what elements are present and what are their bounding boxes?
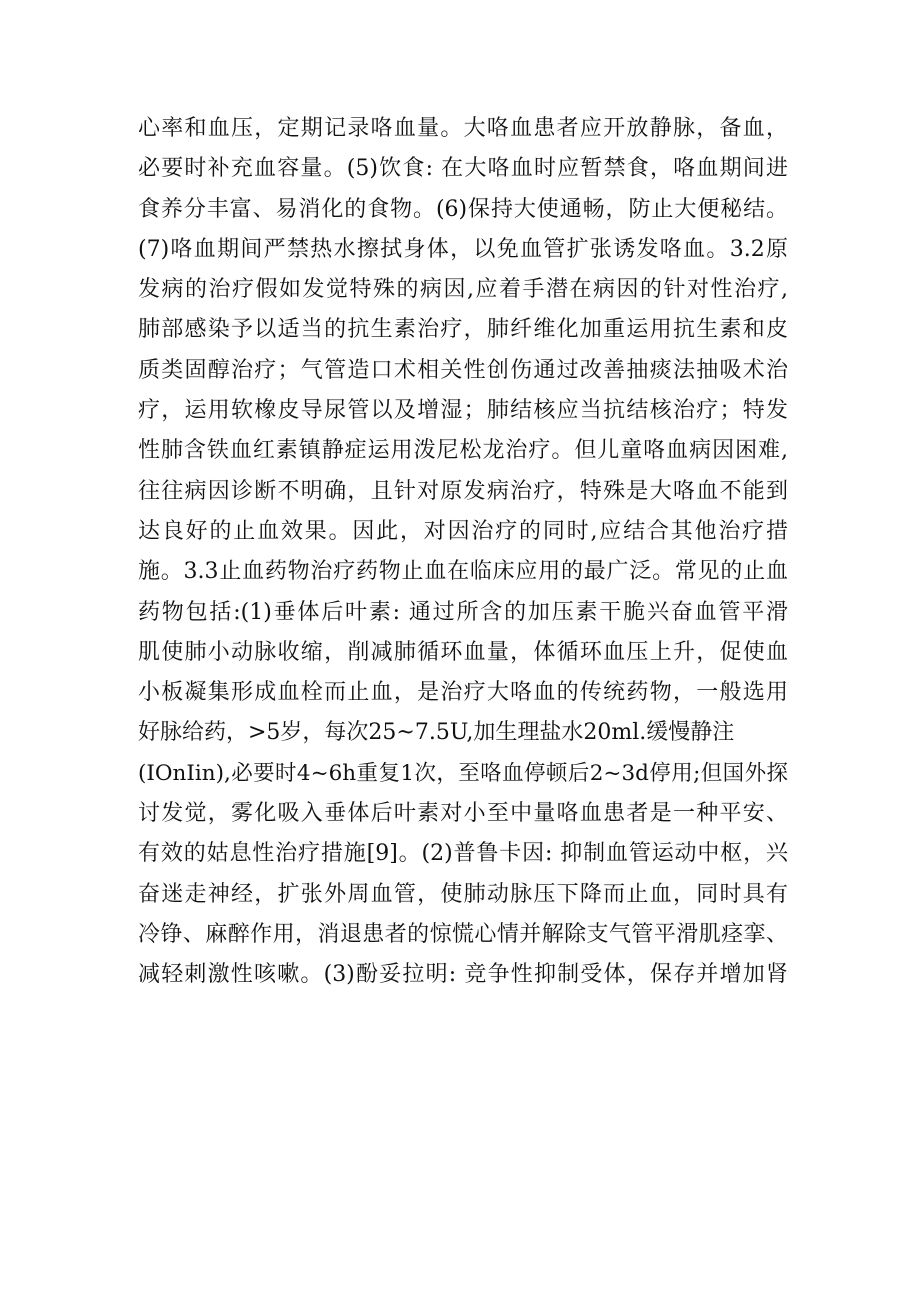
text-line: 往往病因诊断不明确，且针对原发病治疗，特殊是大咯血不能到 bbox=[138, 478, 788, 504]
text-line: 疗，运用软橡皮导尿管以及增湿；肺结核应当抗结核治疗；特发 bbox=[138, 398, 788, 424]
text-line: 心率和血压，定期记录咯血量。大咯血患者应开放静脉，备血， bbox=[138, 116, 788, 141]
text-line: 肌使肺小动脉收缩，削减肺循环血量，体循环血压上升，促使血 bbox=[138, 639, 788, 665]
text-line: 质类固醇治疗；气管造口术相关性创伤通过改善抽痰法抽吸术治 bbox=[138, 357, 788, 383]
text-line: 奋迷走神经，扩张外周血管，使肺动脉压下降而止血，同时具有 bbox=[138, 881, 788, 907]
text-line: 施。3.3止血药物治疗药物止血在临床应用的最广泛。常见的止血 bbox=[138, 559, 788, 585]
text-line: 冷铮、麻醉作用，消退患者的惊慌心情并解除支气管平滑肌痉挛、 bbox=[138, 921, 788, 947]
text-line: 有效的姑息性治疗措施[9]。(2)普鲁卡因: 抑制血管运动中枢，兴 bbox=[138, 841, 788, 867]
text-line: 小板凝集形成血栓而止血，是治疗大咯血的传统药物，一般选用 bbox=[138, 680, 788, 706]
text-line: 性肺含铁血红素镇静症运用泼尼松龙治疗。但儿童咯血病因困难, bbox=[138, 438, 788, 464]
body-text bbox=[138, 109, 788, 996]
text-line: 肺部感染予以适当的抗生素治疗，肺纤维化加重运用抗生素和皮 bbox=[138, 317, 788, 343]
text-line: 食养分丰富、易消化的食物。(6)保持大使通畅，防止大便秘结。 bbox=[138, 196, 788, 222]
text-line: 发病的治疗假如发觉特殊的病因,应着手潜在病因的针对性治疗, bbox=[138, 277, 788, 303]
text-line: 好脉给药，>5岁，每次25~7.5U,加生理盐水20ml.缓慢静注 bbox=[138, 720, 735, 746]
text-line: (IOnIin),必要时4~6h重复1次，至咯血停顿后2~3d停用;但国外探 bbox=[138, 760, 788, 786]
text-line: (7)咯血期间严禁热水擦拭身体，以免血管扩张诱发咯血。3.2原 bbox=[138, 236, 788, 262]
text-line: 减轻刺激性咳嗽。(3)酚妥拉明: 竞争性抑制受体，保存并增加肾 bbox=[138, 962, 788, 988]
text-line: 达良好的止血效果。因此，对因治疗的同时,应结合其他治疗措 bbox=[138, 518, 788, 544]
text-line: 必要时补充血容量。(5)饮食: 在大咯血时应暂禁食，咯血期间进 bbox=[138, 156, 788, 182]
text-line: 讨发觉，雾化吸入垂体后叶素对小至中量咯血患者是一种平安、 bbox=[138, 801, 788, 827]
text-line: 药物包括:(1)垂体后叶素: 通过所含的加压素干脆兴奋血管平滑 bbox=[138, 599, 788, 625]
